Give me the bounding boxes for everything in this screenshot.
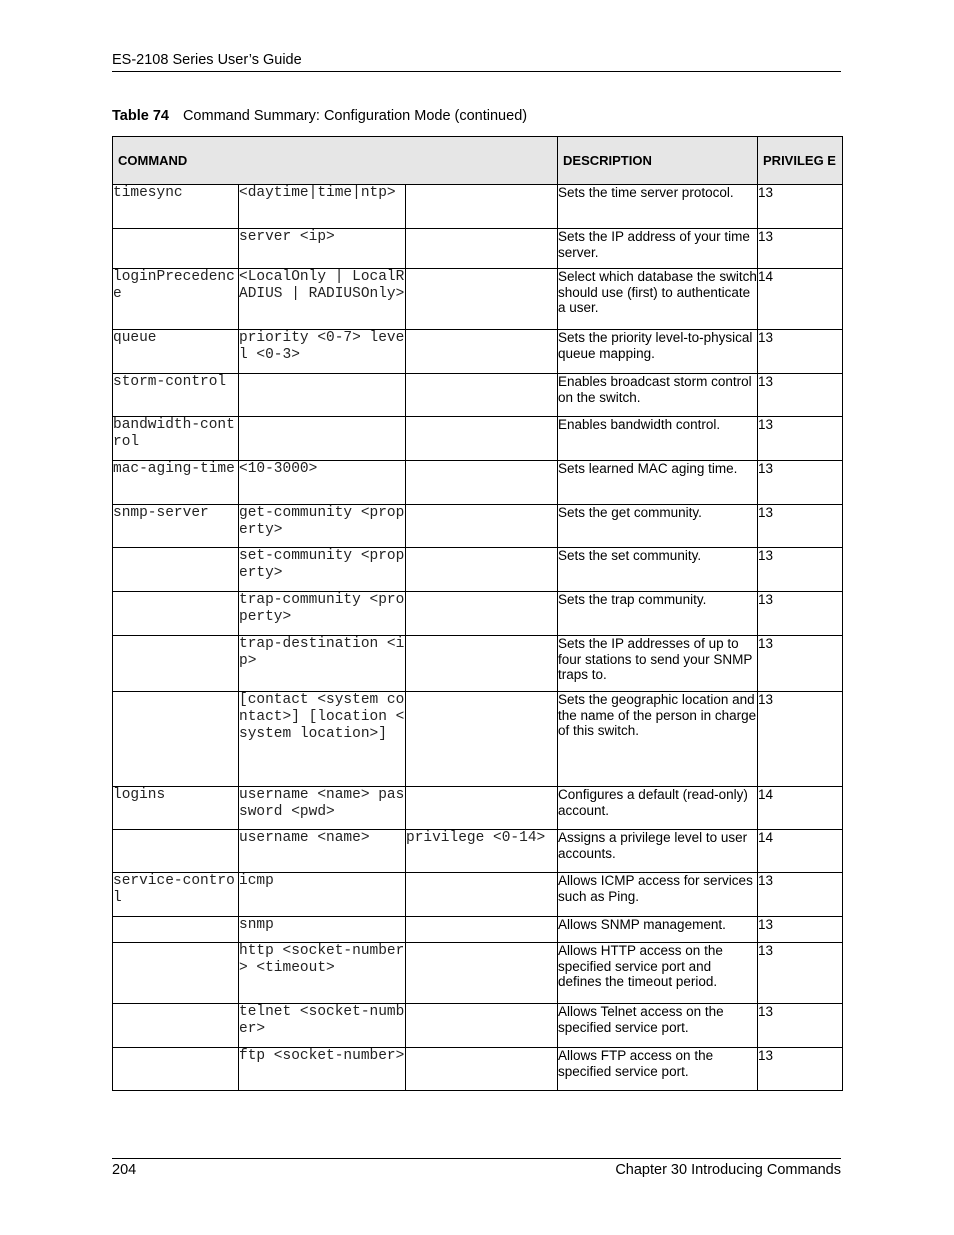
header-privilege: PRIVILEG E xyxy=(758,137,843,185)
command-argument-cell xyxy=(239,374,406,417)
description-cell: Allows SNMP management. xyxy=(558,917,758,943)
command-argument-cell: icmp xyxy=(239,873,406,917)
description-cell: Select which database the switch should use (first) to authenticate a user. xyxy=(558,269,758,330)
description-cell: Sets the geographic location and the name of the person in charge of this switch. xyxy=(558,692,758,787)
table-row xyxy=(113,636,843,692)
command-argument-cell: <daytime|time|ntp> xyxy=(239,185,406,229)
command-keyword-cell xyxy=(113,1048,239,1091)
description-cell: Allows FTP access on the specified service port. xyxy=(558,1048,758,1091)
table-header-row xyxy=(113,137,843,185)
command-keyword-cell xyxy=(113,548,239,592)
command-keyword-cell xyxy=(113,1004,239,1048)
privilege-cell: 14 xyxy=(758,787,843,830)
description-cell: Sets the priority level-to-physical queue mapping. xyxy=(558,330,758,374)
command-option-cell xyxy=(406,229,558,269)
table-row xyxy=(113,269,843,330)
table-row xyxy=(113,417,843,461)
command-keyword-cell xyxy=(113,592,239,636)
command-argument-cell: set-community <property> xyxy=(239,548,406,592)
description-cell: Sets the get community. xyxy=(558,505,758,548)
command-option-cell xyxy=(406,692,558,787)
command-keyword-cell: bandwidth-control xyxy=(113,417,239,461)
command-argument-cell: server <ip> xyxy=(239,229,406,269)
description-cell: Enables broadcast storm control on the switch. xyxy=(558,374,758,417)
command-option-cell xyxy=(406,1048,558,1091)
command-argument-cell: <LocalOnly | LocalRADIUS | RADIUSOnly> xyxy=(239,269,406,330)
command-option-cell xyxy=(406,269,558,330)
command-argument-cell: snmp xyxy=(239,917,406,943)
command-option-cell xyxy=(406,374,558,417)
command-keyword-cell: logins xyxy=(113,787,239,830)
command-keyword-cell xyxy=(113,636,239,692)
command-option-cell xyxy=(406,917,558,943)
command-argument-cell: username <name> password <pwd> xyxy=(239,787,406,830)
privilege-cell: 13 xyxy=(758,873,843,917)
table-row xyxy=(113,830,843,873)
description-cell: Allows HTTP access on the specified service port and defines the timeout period. xyxy=(558,943,758,1004)
privilege-cell: 13 xyxy=(758,692,843,787)
command-option-cell xyxy=(406,330,558,374)
command-keyword-cell: service-control xyxy=(113,873,239,917)
description-cell: Allows ICMP access for services such as Ping. xyxy=(558,873,758,917)
privilege-cell: 13 xyxy=(758,548,843,592)
command-option-cell xyxy=(406,943,558,1004)
table-row xyxy=(113,873,843,917)
command-argument-cell: [contact <system contact>] [location <system location>] xyxy=(239,692,406,787)
command-option-cell xyxy=(406,787,558,830)
command-argument-cell xyxy=(239,417,406,461)
header-command: COMMAND xyxy=(113,137,558,185)
table-row xyxy=(113,1004,843,1048)
table-row xyxy=(113,229,843,269)
table-row xyxy=(113,505,843,548)
command-argument-cell: priority <0-7> level <0-3> xyxy=(239,330,406,374)
command-argument-cell: <10-3000> xyxy=(239,461,406,505)
privilege-cell: 13 xyxy=(758,1004,843,1048)
command-option-cell xyxy=(406,873,558,917)
header-divider xyxy=(112,71,841,72)
privilege-cell: 14 xyxy=(758,830,843,873)
privilege-cell: 13 xyxy=(758,1048,843,1091)
table-title: Command Summary: Configuration Mode (continued) xyxy=(182,108,528,124)
description-cell: Sets learned MAC aging time. xyxy=(558,461,758,505)
table-row xyxy=(113,548,843,592)
privilege-cell: 13 xyxy=(758,917,843,943)
description-cell: Allows Telnet access on the specified service port. xyxy=(558,1004,758,1048)
privilege-cell: 13 xyxy=(758,229,843,269)
command-option-cell xyxy=(406,417,558,461)
description-cell: Configures a default (read-only) account. xyxy=(558,787,758,830)
privilege-cell: 13 xyxy=(758,417,843,461)
command-keyword-cell: mac-aging-time xyxy=(113,461,239,505)
command-keyword-cell xyxy=(113,943,239,1004)
command-argument-cell: telnet <socket-number> xyxy=(239,1004,406,1048)
command-keyword-cell: snmp-server xyxy=(113,505,239,548)
command-keyword-cell xyxy=(113,830,239,873)
privilege-cell: 13 xyxy=(758,592,843,636)
command-option-cell xyxy=(406,548,558,592)
privilege-cell: 13 xyxy=(758,185,843,229)
table-row xyxy=(113,185,843,229)
privilege-cell: 13 xyxy=(758,374,843,417)
table-row xyxy=(113,330,843,374)
description-cell: Sets the time server protocol. xyxy=(558,185,758,229)
table-caption xyxy=(112,108,527,124)
table-row xyxy=(113,592,843,636)
command-argument-cell: trap-destination <ip> xyxy=(239,636,406,692)
privilege-cell: 14 xyxy=(758,269,843,330)
page-number: 204 xyxy=(112,1162,137,1178)
command-option-cell xyxy=(406,592,558,636)
description-cell: Sets the IP addresses of up to four stations to send your SNMP traps to. xyxy=(558,636,758,692)
privilege-cell: 13 xyxy=(758,330,843,374)
description-cell: Sets the set community. xyxy=(558,548,758,592)
command-argument-cell: ftp <socket-number> xyxy=(239,1048,406,1091)
command-option-cell xyxy=(406,636,558,692)
description-cell: Sets the trap community. xyxy=(558,592,758,636)
command-keyword-cell xyxy=(113,917,239,943)
command-argument-cell: trap-community <property> xyxy=(239,592,406,636)
table-row xyxy=(113,917,843,943)
command-table xyxy=(112,136,843,1091)
command-argument-cell: http <socket-number> <timeout> xyxy=(239,943,406,1004)
privilege-cell: 13 xyxy=(758,636,843,692)
table-row xyxy=(113,374,843,417)
description-cell: Assigns a privilege level to user accounts. xyxy=(558,830,758,873)
description-cell: Enables bandwidth control. xyxy=(558,417,758,461)
table-row xyxy=(113,787,843,830)
command-option-cell xyxy=(406,185,558,229)
command-argument-cell: username <name> xyxy=(239,830,406,873)
command-keyword-cell: loginPrecedence xyxy=(113,269,239,330)
command-keyword-cell: queue xyxy=(113,330,239,374)
table-row xyxy=(113,692,843,787)
chapter-title: Chapter 30 Introducing Commands xyxy=(615,1162,841,1178)
command-option-cell xyxy=(406,505,558,548)
table-number: Table 74 xyxy=(112,108,169,124)
command-keyword-cell: timesync xyxy=(113,185,239,229)
command-option-cell xyxy=(406,461,558,505)
command-argument-cell: get-community <property> xyxy=(239,505,406,548)
description-cell: Sets the IP address of your time server. xyxy=(558,229,758,269)
command-option-cell xyxy=(406,1004,558,1048)
privilege-cell: 13 xyxy=(758,505,843,548)
table-row xyxy=(113,943,843,1004)
privilege-cell: 13 xyxy=(758,943,843,1004)
command-keyword-cell xyxy=(113,229,239,269)
footer-divider xyxy=(112,1158,841,1159)
running-header: ES-2108 Series User’s Guide xyxy=(112,52,302,68)
table-row xyxy=(113,1048,843,1091)
command-keyword-cell: storm-control xyxy=(113,374,239,417)
header-description: DESCRIPTION xyxy=(558,137,758,185)
table-row xyxy=(113,461,843,505)
command-keyword-cell xyxy=(113,692,239,787)
privilege-cell: 13 xyxy=(758,461,843,505)
command-option-cell: privilege <0-14> xyxy=(406,830,558,873)
